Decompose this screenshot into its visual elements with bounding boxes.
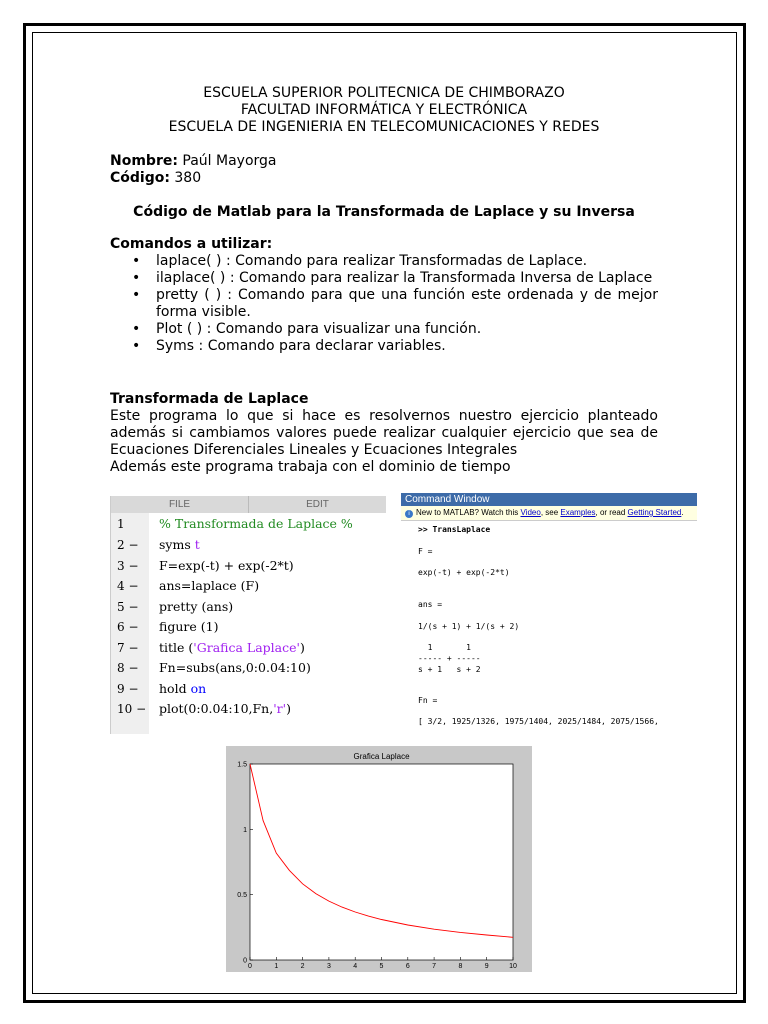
list-item: • Syms : Comando para declarar variables. — [132, 338, 446, 354]
x-tick-label: 9 — [484, 963, 489, 970]
name-value: Paúl Mayorga — [177, 153, 277, 169]
list-item: • laplace( ) : Comando para realizar Transformadas de Laplace. — [132, 253, 588, 269]
x-tick-label: 1 — [274, 963, 279, 970]
y-tick-label: 0.5 — [237, 892, 247, 900]
console-line: 1/(s + 1) + 1/(s + 2) — [418, 622, 520, 631]
console-line: ans = — [418, 600, 443, 609]
y-tick-label: 0 — [243, 957, 247, 965]
info-icon: i — [405, 510, 413, 518]
paragraph-line: Ecuaciones Diferenciales Lineales y Ecuaciones Integrales — [110, 442, 518, 458]
console-line: ----- + ----- — [418, 654, 481, 663]
commands-heading: Comandos a utilizar: — [110, 236, 273, 252]
commands-list — [132, 253, 658, 355]
matlab-figure — [226, 746, 532, 972]
console-line: F = — [418, 547, 433, 556]
laplace-chart — [226, 746, 532, 972]
paragraph-line: Este programa lo que si hace es resolvernos nuestro ejercicio planteado — [110, 408, 658, 424]
header-department: ESCUELA DE INGENIERIA EN TELECOMUNICACIONES Y REDES — [168, 119, 600, 135]
console-line: s + 1 s + 2 — [418, 665, 481, 674]
tab-edit[interactable]: EDIT — [306, 499, 329, 510]
paragraph-line: además si cambiamos valores puede realizar cualquier ejercicio que sea de — [110, 425, 658, 441]
author-name — [110, 153, 277, 170]
x-tick-label: 3 — [326, 963, 331, 970]
x-tick-label: 0 — [248, 963, 252, 970]
x-tick-label: 10 — [509, 963, 517, 970]
y-tick-label: 1.5 — [237, 761, 247, 769]
name-label: Nombre: — [110, 153, 178, 169]
x-tick-label: 4 — [353, 963, 358, 970]
list-item: • Plot ( ) : Comando para visualizar una función. — [132, 321, 482, 337]
section-heading: Transformada de Laplace — [110, 391, 309, 407]
list-item: • ilaplace( ) : Comando para realizar la Transformada Inversa de Laplace — [132, 270, 653, 286]
code-label: Código: — [110, 170, 170, 186]
header-faculty: FACULTAD INFORMÁTICA Y ELECTRÓNICA — [240, 102, 528, 118]
matlab-editor: FILE EDIT 1 % Transformada de Laplace % 2 − syms t 3 − F=exp(-t) + exp(-2*t) 4 − ans=laplace (F) 5 − pretty (ans) 6 − figure (1) 7 − title ('Grafica Laplace') 8 − Fn=subs(ans,0:0.04:10) 9 − hold on 10 − plot(0:0.04:10,Fn,'r') — [110, 496, 386, 734]
editor-tabs — [111, 496, 386, 513]
header-school: ESCUELA SUPERIOR POLITECNICA DE CHIMBORAZO — [203, 85, 565, 101]
console-line: >> TransLaplace — [418, 525, 491, 534]
console-line: 1 1 — [418, 643, 471, 652]
y-tick-label: 1 — [243, 826, 247, 834]
x-tick-label: 2 — [300, 963, 305, 970]
video-link[interactable]: Video — [520, 508, 541, 517]
getting-started-link[interactable]: Getting Started — [627, 508, 682, 517]
matlab-command-window — [401, 493, 697, 734]
paragraph-line: Además este programa trabaja con el dominio de tiempo — [110, 459, 511, 475]
x-tick-label: 7 — [432, 963, 437, 970]
command-window-title: Command Window — [401, 493, 697, 506]
console-line: Fn = — [418, 696, 438, 705]
plot-area — [250, 764, 513, 960]
examples-link[interactable]: Examples — [560, 508, 596, 517]
console-line: [ 3/2, 1925/1326, 1975/1404, 2025/1484, 2075/1566, — [418, 717, 659, 726]
author-code — [110, 170, 201, 187]
code-value: 380 — [169, 170, 202, 186]
help-tip-bar: i New to MATLAB? Watch this Video, see Examples, or read Getting Started. — [401, 506, 697, 521]
document-title: Código de Matlab para la Transformada de Laplace y su Inversa — [133, 204, 635, 220]
section-paragraph — [110, 408, 658, 476]
x-tick-label: 5 — [379, 963, 384, 970]
chart-title: Grafica Laplace — [353, 752, 410, 761]
x-tick-label: 8 — [458, 963, 463, 970]
list-item: • pretty ( ) : Comando para que una función este ordenada y de mejor forma visible. — [132, 287, 658, 320]
x-tick-label: 6 — [405, 963, 410, 970]
console-line: exp(-t) + exp(-2*t) — [418, 568, 510, 577]
tab-file[interactable]: FILE — [111, 496, 249, 513]
